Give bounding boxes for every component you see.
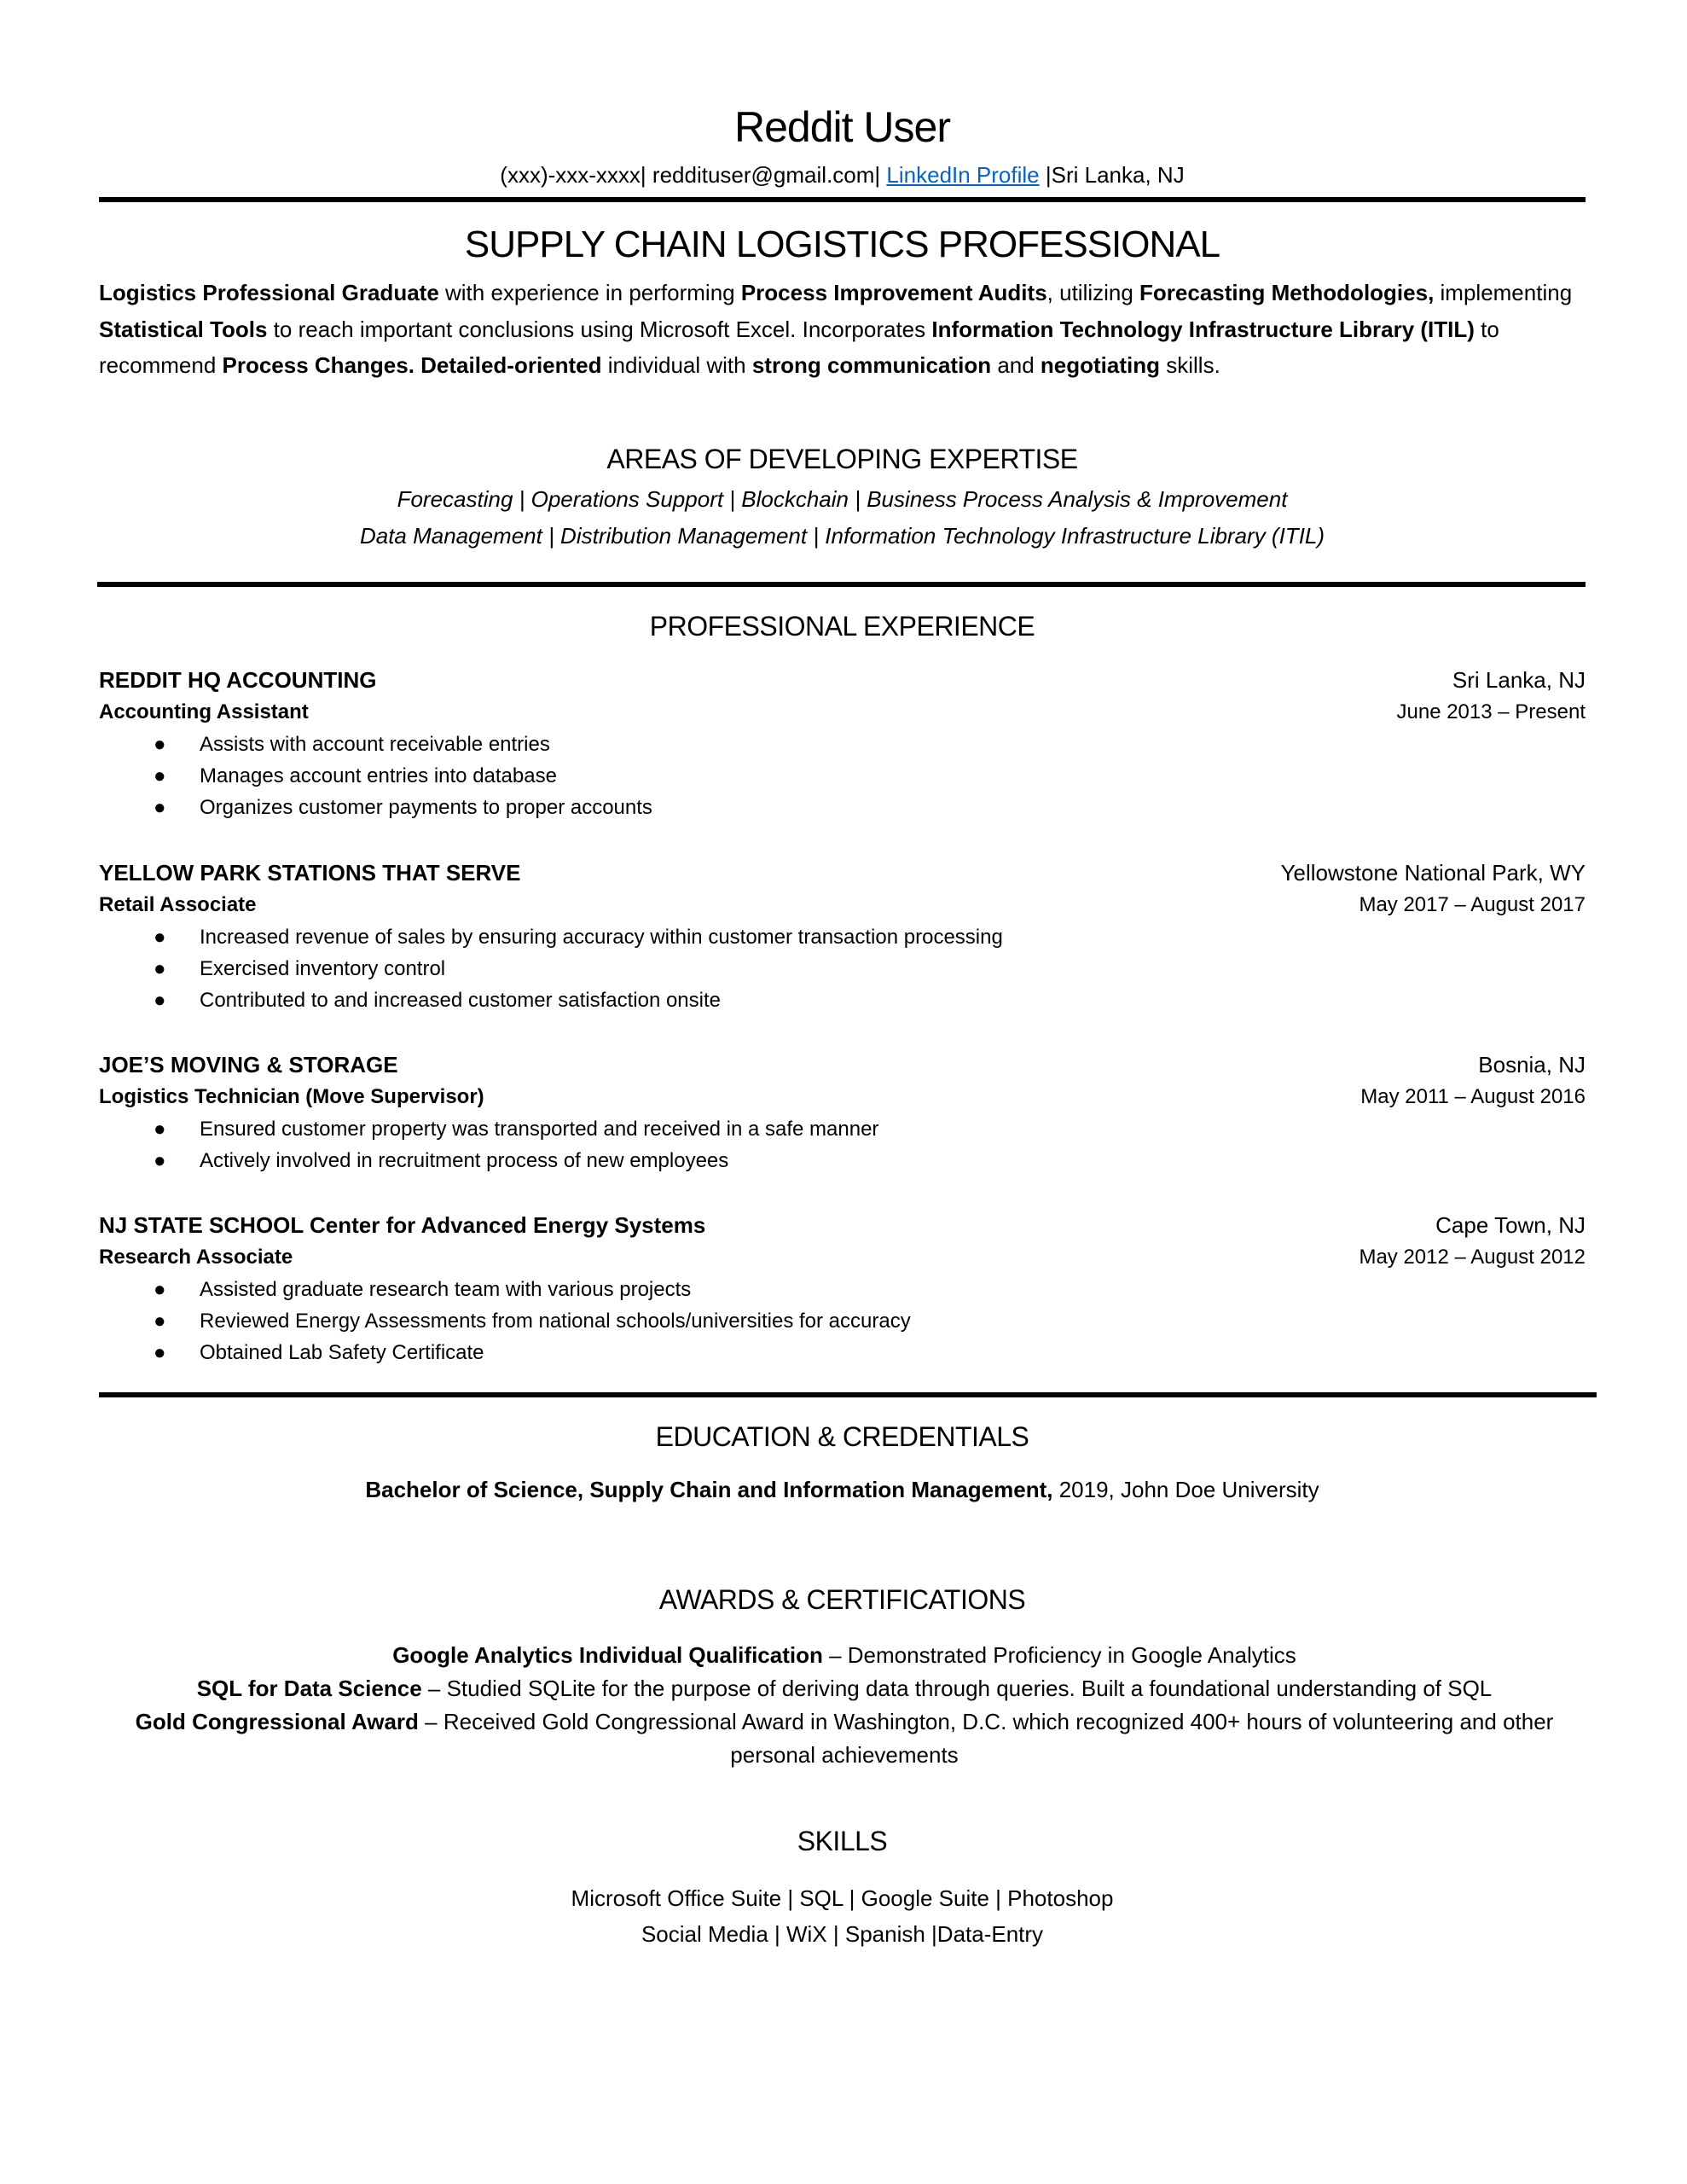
bullet-list (99, 921, 1586, 1017)
job-title: Research Associate (99, 1246, 293, 1269)
expertise-line: Data Management | Distribution Management | Information Technology Infrastructure Library (ITIL) (359, 523, 1325, 549)
summary-highlight: Logistics Professional Graduate (99, 280, 439, 305)
bullet-text: Assisted graduate research team with various projects (200, 1277, 692, 1301)
bullet-text: Obtained Lab Safety Certificate (200, 1341, 484, 1365)
summary-text: individual with (601, 352, 752, 378)
bullet-item (99, 792, 1586, 823)
job-entry (99, 1210, 1586, 1368)
bullet-icon: ● (154, 1117, 166, 1141)
bullet-icon: ● (154, 1341, 166, 1365)
email: reddituser@gmail.com| (652, 162, 881, 188)
job-entry (99, 857, 1586, 1016)
bullet-text: Organizes customer payments to proper accounts (200, 796, 652, 820)
skills-line: Social Media | WiX | Spanish |Data-Entry (641, 1921, 1044, 1947)
expertise-line: Forecasting | Operations Support | Blockchain | Business Process Analysis & Improvement (397, 486, 1288, 512)
bullet-icon: ● (154, 1309, 166, 1333)
summary-highlight: strong communication (751, 352, 992, 378)
bullet-text: Assists with account receivable entries (200, 732, 550, 756)
summary-highlight: negotiating (1040, 352, 1161, 378)
bullet-list (99, 729, 1586, 824)
bullet-icon: ● (154, 1277, 166, 1301)
bullet-icon: ● (154, 764, 166, 787)
skills-heading: SKILLS (797, 1826, 888, 1856)
award-desc: – Received Gold Congressional Award in Washington, D.C. which recognized 400+ hours of volunteering and other personal achievements (418, 1709, 1554, 1768)
company: YELLOW PARK STATIONS THAT SERVE (99, 860, 521, 886)
bullet-item (99, 1274, 1586, 1305)
job-location: Sri Lanka, NJ (1452, 667, 1586, 693)
job-location: Bosnia, NJ (1478, 1052, 1586, 1077)
summary-text: to reach important conclusions using Microsoft Excel. Incorporates (267, 316, 932, 342)
job-dates: June 2013 – Present (1396, 700, 1586, 724)
summary-text: , utilizing (1046, 280, 1140, 305)
award-desc: – Demonstrated Proficiency in Google Analytics (822, 1642, 1296, 1668)
company: REDDIT HQ ACCOUNTING (99, 667, 377, 693)
phone: (xxx)-xxx-xxxx| (500, 162, 646, 188)
summary-highlight: Process Changes. Detailed-oriented (222, 352, 602, 378)
bullet-text: Reviewed Energy Assessments from national schools/universities for accuracy (200, 1309, 911, 1333)
summary-text: with experience in performing (438, 280, 741, 305)
bullet-text: Ensured customer property was transported and received in a safe manner (200, 1117, 879, 1141)
bullet-icon: ● (154, 956, 166, 980)
bullet-item (99, 985, 1586, 1016)
bullet-icon: ● (154, 989, 166, 1013)
education-heading: EDUCATION & CREDENTIALS (655, 1421, 1029, 1452)
bullet-text: Manages account entries into database (200, 764, 557, 787)
divider (97, 582, 1586, 587)
job-entry (99, 1049, 1586, 1176)
job-location: Cape Town, NJ (1435, 1212, 1586, 1238)
divider (99, 197, 1586, 202)
company: JOE’S MOVING & STORAGE (99, 1052, 398, 1077)
award-desc: – Studied SQLite for the purpose of deriving data through queries. Built a foundational understanding of SQL (421, 1676, 1493, 1701)
summary-highlight: Forecasting Methodologies, (1139, 280, 1435, 305)
location: |Sri Lanka, NJ (1045, 162, 1185, 188)
bullet-item (99, 760, 1586, 792)
summary-highlight: Information Technology Infrastructure Library (ITIL) (931, 316, 1475, 342)
award-item (94, 1672, 1595, 1705)
bullet-icon: ● (154, 1148, 166, 1172)
award-item (94, 1705, 1595, 1772)
summary-text: implementing (1434, 280, 1573, 305)
awards-heading: AWARDS & CERTIFICATIONS (658, 1584, 1026, 1615)
bullet-list (99, 1274, 1586, 1369)
bullet-text: Increased revenue of sales by ensuring accuracy within customer transaction processing (200, 925, 1003, 949)
bullet-list (99, 1113, 1586, 1177)
candidate-name: Reddit User (734, 103, 950, 151)
award-name: Gold Congressional Award (135, 1709, 419, 1734)
bullet-item (99, 729, 1586, 760)
bullet-text: Exercised inventory control (200, 956, 446, 980)
job-title: Accounting Assistant (99, 700, 309, 724)
bullet-icon: ● (154, 732, 166, 756)
summary-highlight: Statistical Tools (99, 316, 268, 342)
job-entry (99, 665, 1586, 823)
bullet-item (99, 953, 1586, 985)
bullet-item (99, 1113, 1586, 1145)
award-item (94, 1639, 1595, 1672)
bullet-text: Contributed to and increased customer satisfaction onsite (200, 989, 722, 1013)
job-dates: May 2012 – August 2012 (1359, 1246, 1586, 1269)
headline: SUPPLY CHAIN LOGISTICS PROFESSIONAL (464, 224, 1220, 265)
job-dates: May 2011 – August 2016 (1360, 1085, 1586, 1109)
summary-text: skills. (1160, 352, 1220, 378)
bullet-text: Actively involved in recruitment process of new employees (200, 1148, 729, 1172)
bullet-icon: ● (154, 796, 166, 820)
job-title: Logistics Technician (Move Supervisor) (99, 1085, 484, 1109)
job-title: Retail Associate (99, 893, 257, 917)
divider (99, 1392, 1597, 1397)
summary (99, 275, 1591, 384)
bullet-item (99, 1145, 1586, 1176)
bullet-item (99, 1337, 1586, 1368)
awards-list (94, 1639, 1595, 1772)
summary-text: and (991, 352, 1041, 378)
bullet-item (99, 921, 1586, 953)
skills-line: Microsoft Office Suite | SQL | Google Suite | Photoshop (571, 1885, 1114, 1911)
bullet-icon: ● (154, 925, 166, 949)
experience-heading: PROFESSIONAL EXPERIENCE (649, 611, 1035, 642)
degree-line (99, 1477, 1586, 1503)
company: NJ STATE SCHOOL Center for Advanced Energy Systems (99, 1212, 706, 1238)
contact-line (99, 162, 1586, 189)
award-name: Google Analytics Individual Qualification (392, 1642, 823, 1668)
summary-highlight: Process Improvement Audits (740, 280, 1047, 305)
linkedin-link[interactable]: LinkedIn Profile (886, 162, 1040, 188)
skills-list (99, 1880, 1586, 1952)
job-location: Yellowstone National Park, WY (1280, 860, 1586, 886)
summary-text: to recommend (99, 316, 1499, 378)
award-name: SQL for Data Science (196, 1676, 422, 1701)
degree: Bachelor of Science, Supply Chain and Information Management, (365, 1477, 1053, 1502)
job-dates: May 2017 – August 2017 (1359, 893, 1586, 917)
bullet-item (99, 1305, 1586, 1337)
degree-detail: 2019, John Doe University (1052, 1477, 1319, 1502)
expertise-heading: AREAS OF DEVELOPING EXPERTISE (606, 444, 1078, 474)
